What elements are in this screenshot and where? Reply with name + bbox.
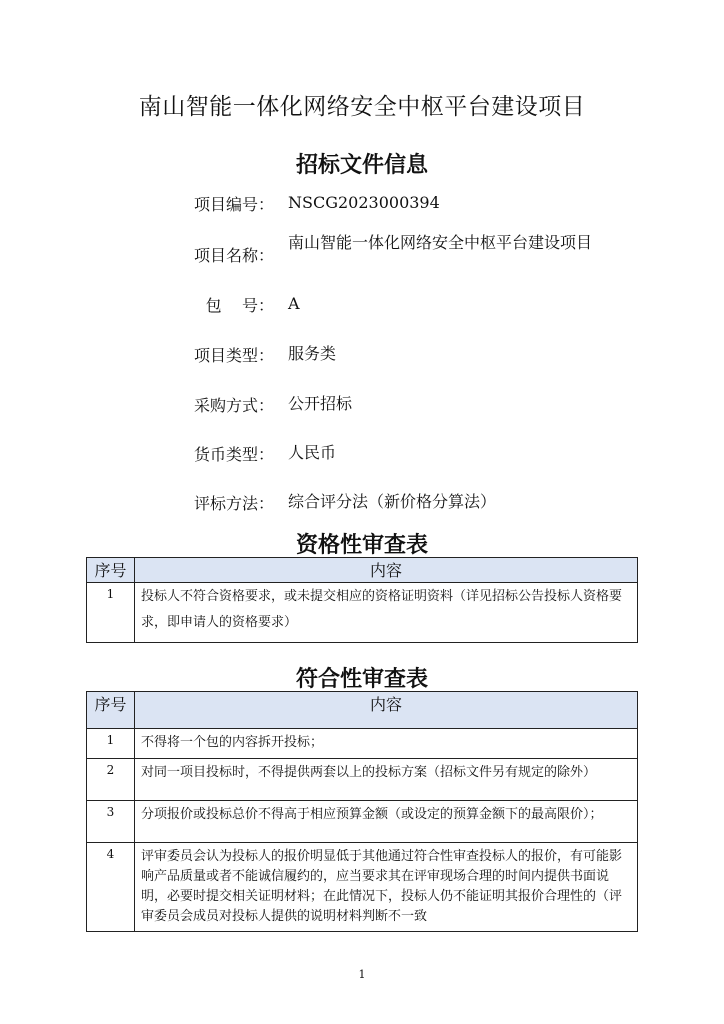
- info-label: 包 号：: [205, 296, 274, 315]
- column-header-number: 序号: [87, 558, 135, 583]
- info-label: 采购方式：: [193, 396, 274, 415]
- row-number: 2: [87, 759, 135, 801]
- info-label: 货币类型：: [193, 445, 274, 464]
- info-label: 评标方法：: [193, 494, 274, 513]
- info-value: 综合评分法（新价格分算法）: [288, 492, 497, 511]
- info-label: 项目编号：: [193, 195, 274, 214]
- row-content: 对同一项目投标时，不得提供两套以上的投标方案（招标文件另有规定的除外）: [135, 759, 638, 801]
- tender-info-heading: 招标文件信息: [295, 153, 428, 178]
- row-content: 分项报价或投标总价不得高于相应预算金额（或设定的预算金额下的最高限价）；: [135, 801, 638, 843]
- compliance-table-heading: 符合性审查表: [295, 667, 428, 692]
- table-row: [87, 759, 638, 801]
- info-label: 项目类型：: [193, 346, 274, 365]
- info-value: 服务类: [288, 344, 337, 363]
- table-row: [87, 583, 638, 643]
- row-number: 4: [87, 843, 135, 932]
- column-header-number: 序号: [87, 692, 135, 729]
- row-content: 投标人不符合资格要求，或未提交相应的资格证明资料（详见招标公告投标人资格要求，即申请人的资格要求）: [135, 583, 638, 643]
- table-row: [87, 843, 638, 932]
- info-value: 公开招标: [288, 394, 353, 413]
- table-header-row: [87, 558, 638, 583]
- table-row: [87, 801, 638, 843]
- row-content: 评审委员会认为投标人的报价明显低于其他通过符合性审查投标人的报价，有可能影响产品质量或者不能诚信履约的，应当要求其在评审现场合理的时间内提供书面说明，必要时提交相关证明材料；在此情况下，投标人仍不能证明其报价合理性的（评审委员会成员对投标人提供的说明材料判断不一致: [135, 843, 638, 932]
- table-header-row: [87, 692, 638, 729]
- info-value: 人民币: [288, 443, 337, 462]
- column-header-content: 内容: [135, 692, 638, 729]
- page-number: 1: [358, 968, 366, 981]
- row-number: 1: [87, 583, 135, 643]
- qualification-table-heading: 资格性审查表: [295, 533, 428, 558]
- column-header-content: 内容: [135, 558, 638, 583]
- table-row: [87, 729, 638, 759]
- compliance-table: [86, 691, 638, 932]
- info-value: A: [288, 294, 300, 313]
- document-title: 南山智能一体化网络安全中枢平台建设项目: [138, 94, 586, 120]
- info-label: 项目名称：: [193, 246, 274, 265]
- row-number: 3: [87, 801, 135, 843]
- row-number: 1: [87, 729, 135, 759]
- qualification-table: [86, 557, 638, 643]
- info-value: 南山智能一体化网络安全中枢平台建设项目: [288, 233, 593, 252]
- info-value: NSCG2023000394: [288, 193, 440, 212]
- row-content: 不得将一个包的内容拆开投标；: [135, 729, 638, 759]
